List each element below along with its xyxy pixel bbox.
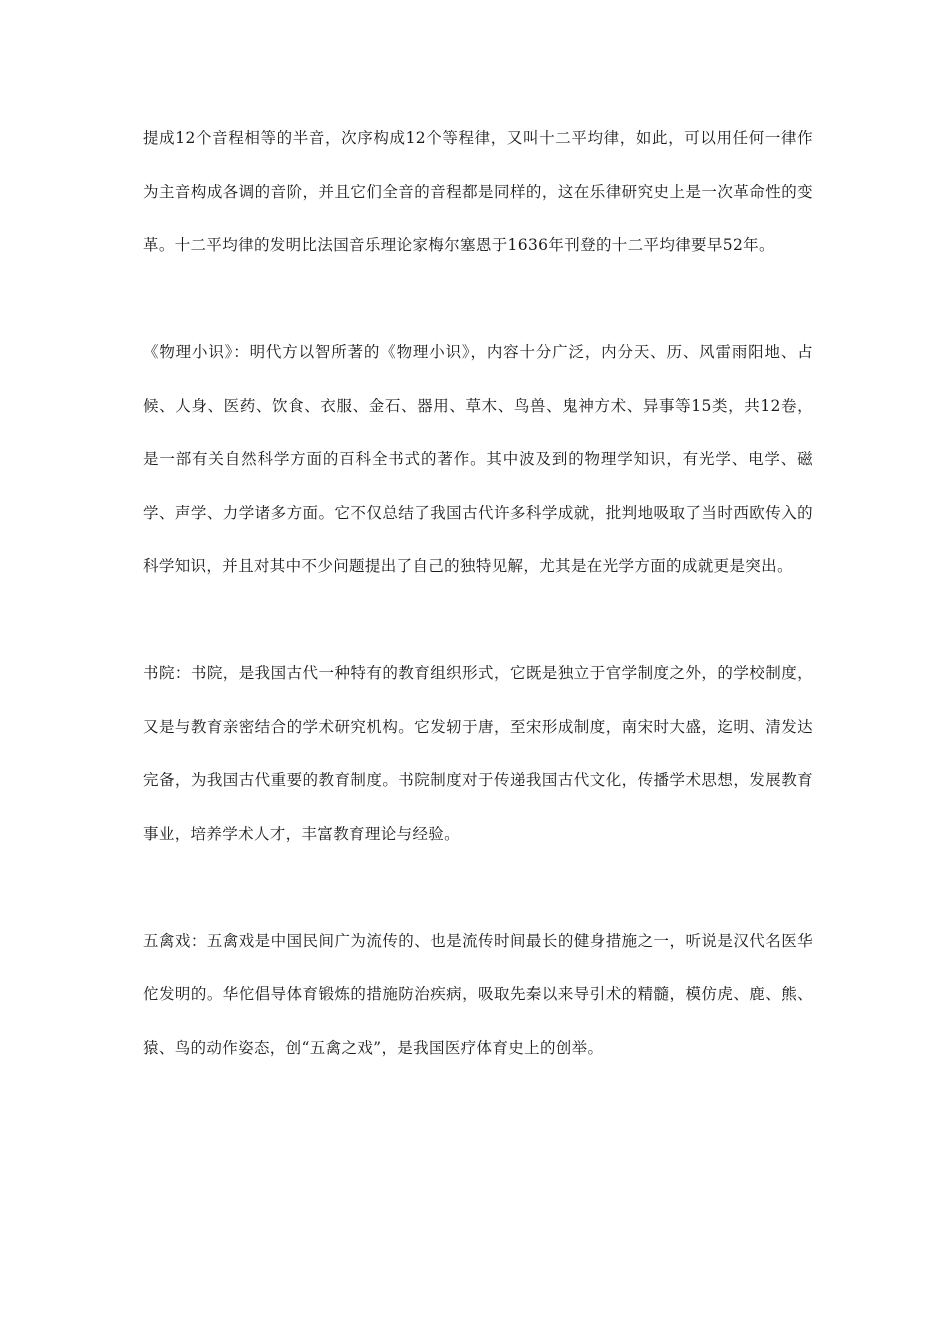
- paragraph-wuqinxi: 五禽戏：五禽戏是中国民间广为流传的、也是流传时间最长的健身措施之一，听说是汉代名医华佗发明的。华佗倡导体育锻炼的措施防治疾病，吸取先秦以来导引术的精髓，模仿虎、鹿、熊、猿、鸟的动作姿态，创“五禽之戏”，是我国医疗体育史上的创举。: [143, 931, 813, 1057]
- document-body: [143, 112, 813, 1075]
- paragraph-shuyuan: 书院：书院，是我国古代一种特有的教育组织形式，它既是独立于官学制度之外，的学校制度，又是与教育亲密结合的学术研究机构。它发轫于唐，至宋形成制度，南宋时大盛，迄明、清发达完备，为我国古代重要的教育制度。书院制度对于传递我国古代文化，传播学术思想，发展教育事业，培养学术人才，丰富教育理论与经验。: [143, 664, 813, 843]
- paragraph-twelve-tone-equal-temperament: 提成12个音程相等的半音，次序构成12个等程律，又叫十二平均律，如此，可以用任何一律作为主音构成各调的音阶，并且它们全音的音程都是同样的，这在乐律研究史上是一次革命性的变革。十二平均律的发明比法国音乐理论家梅尔塞恩于1636年刊登的十二平均律要早52年。: [143, 129, 813, 254]
- paragraph-wuli-xiaoshi: 《物理小识》：明代方以智所著的《物理小识》，内容十分广泛，内分天、历、风雷雨阳地、占候、人身、医药、饮食、衣服、金石、器用、草木、鸟兽、鬼神方术、异事等15类，共12卷，是一部有关自然科学方面的百科全书式的著作。其中波及到的物理学知识，有光学、电学、磁学、声学、力学诸多方面。它不仅总结了我国古代许多科学成就，批判地吸取了当时西欧传入的科学知识，并且对其中不少问题提出了自己的独特见解，尤其是在光学方面的成就更是突出。: [143, 343, 813, 575]
